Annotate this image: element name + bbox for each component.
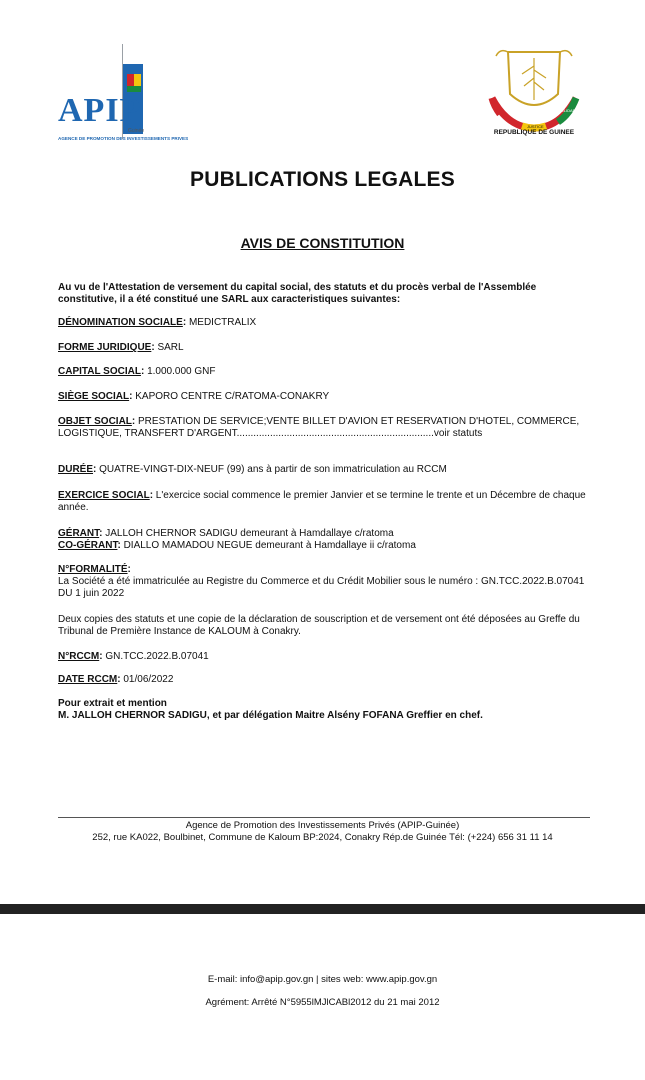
field-label: GÉRANT bbox=[58, 528, 100, 539]
footer-divider bbox=[58, 817, 590, 818]
field-capital: CAPITAL SOCIAL: 1.000.000 GNF bbox=[58, 366, 216, 377]
apip-logo bbox=[56, 44, 189, 144]
field-exercice: EXERCICE SOCIAL: L'exercice social commence le premier Janvier et se termine le trente et un Décembre de chaque année. bbox=[58, 490, 586, 513]
field-value: SARL bbox=[157, 342, 184, 353]
field-value: QUATRE-VINGT-DIX-NEUF (99) ans à partir de son immatriculation au RCCM bbox=[99, 464, 447, 475]
field-label: N°RCCM bbox=[58, 651, 100, 662]
field-label: N°FORMALITÉ bbox=[58, 564, 128, 575]
field-forme: FORME JURIDIQUE: SARL bbox=[58, 342, 184, 353]
field-label: OBJET SOCIAL bbox=[58, 416, 132, 427]
seal-motto-1: TRAVAIL bbox=[500, 102, 517, 107]
field-value: GN.TCC.2022.B.07041 bbox=[105, 651, 209, 662]
logo-red-square bbox=[127, 74, 134, 86]
field-label: EXERCICE SOCIAL bbox=[58, 490, 150, 501]
page-title: PUBLICATIONS LEGALES bbox=[190, 168, 455, 191]
field-value: KAPORO CENTRE C/RATOMA-CONAKRY bbox=[135, 391, 330, 402]
field-label: DATE RCCM bbox=[58, 674, 118, 685]
field-gerant: GÉRANT: JALLOH CHERNOR SADIGU demeurant à Hamdallaye c/ratoma bbox=[58, 528, 394, 539]
field-value: La Société a été immatriculée au Registre du Commerce et du Crédit Mobilier sous le numéro : GN.TCC.2022.B.07041 DU 1 juin 2022 bbox=[58, 576, 585, 599]
logo-tagline: AGENCE DE PROMOTION DES INVESTISSEMENTS PRIVES bbox=[58, 136, 189, 141]
footer-address: 252, rue KA022, Boulbinet, Commune de Kaloum BP:2024, Conakry Rép.de Guinée Tél: (+224) 656 31 11 14 bbox=[92, 832, 553, 843]
field-value: 1.000.000 GNF bbox=[147, 366, 216, 377]
seal-motto-2: JUSTICE bbox=[527, 124, 544, 129]
logo-yellow-square bbox=[134, 74, 141, 86]
field-duree: DURÉE: QUATRE-VINGT-DIX-NEUF (99) ans à partir de son immatriculation au RCCM bbox=[58, 464, 447, 475]
field-label: SIÈGE SOCIAL bbox=[58, 391, 130, 402]
logo-country: Guinée bbox=[128, 128, 145, 134]
closing-line-2: M. JALLOH CHERNOR SADIGU, et par délégation Maitre Alsény FOFANA Greffier en chef. bbox=[58, 710, 483, 721]
field-label: FORME JURIDIQUE bbox=[58, 342, 152, 353]
page-subtitle: AVIS DE CONSTITUTION bbox=[240, 235, 405, 251]
field-cogerant: CO-GÉRANT: DIALLO MAMADOU NEGUE demeurant à Hamdallaye ii c/ratoma bbox=[58, 540, 416, 551]
field-rccm: N°RCCM: GN.TCC.2022.B.07041 bbox=[58, 651, 209, 662]
field-value: 01/06/2022 bbox=[123, 674, 174, 685]
footer-contact: E-mail: info@apip.gov.gn | sites web: www.apip.gov.gn bbox=[207, 974, 438, 985]
seal-motto-3: SOLIDARITE bbox=[558, 108, 582, 113]
footer-agrement: Agrément: Arrêté N°5955lMJlCABl2012 du 21 mai 2012 bbox=[205, 997, 440, 1008]
coat-of-arms-icon bbox=[478, 44, 590, 140]
field-value: JALLOH CHERNOR SADIGU demeurant à Hamdallaye c/ratoma bbox=[105, 528, 394, 539]
field-label: CAPITAL SOCIAL bbox=[58, 366, 141, 377]
field-siege: SIÈGE SOCIAL: KAPORO CENTRE C/RATOMA-CONAKRY bbox=[58, 391, 330, 402]
intro-paragraph: Au vu de l'Attestation de versement du capital social, des statuts et du procès verbal de l'Assemblée constitutive, il a été constitué une SARL aux caracteristiques suivantes: bbox=[58, 282, 537, 305]
field-denomination: DÉNOMINATION SOCIALE: MEDICTRALIX bbox=[58, 317, 257, 328]
footer-agency: Agence de Promotion des Investissements Privés (APIP-Guinée) bbox=[185, 820, 460, 831]
closing-line-1: Pour extrait et mention bbox=[58, 698, 167, 709]
page-separator-band bbox=[0, 904, 645, 914]
field-label: DÉNOMINATION SOCIALE bbox=[58, 317, 183, 328]
field-formalite: N°FORMALITÉ: La Société a été immatriculée au Registre du Commerce et du Crédit Mobilier sous le numéro : GN.TCC.2022.B.07041 DU 1 juin 2022 bbox=[58, 564, 592, 600]
field-label: DURÉE bbox=[58, 464, 94, 475]
field-value: DIALLO MAMADOU NEGUE demeurant à Hamdallaye ii c/ratoma bbox=[123, 540, 416, 551]
seal-label: REPUBLIQUE DE GUINEE bbox=[493, 129, 575, 136]
field-label: CO-GÉRANT bbox=[58, 540, 118, 551]
field-value: PRESTATION DE SERVICE;VENTE BILLET D'AVION ET RESERVATION D'HOTEL, COMMERCE, LOGISTIQUE, TRANSFERT D'ARGENT.......................................................................voir statuts bbox=[58, 416, 580, 439]
field-value: L'exercice social commence le premier Janvier et se termine le trente et un Décembre de chaque année. bbox=[58, 490, 586, 513]
deposit-paragraph: Deux copies des statuts et une copie de la déclaration de souscription et de versement ont été déposées au Greffe du Tribunal de Première Instance de KALOUM à Conakry. bbox=[58, 614, 580, 637]
field-date-rccm: DATE RCCM: 01/06/2022 bbox=[58, 674, 174, 685]
field-objet: OBJET SOCIAL: PRESTATION DE SERVICE;VENTE BILLET D'AVION ET RESERVATION D'HOTEL, COMMERCE, LOGISTIQUE, TRANSFERT D'ARGENT.......................................................................voir statuts bbox=[58, 416, 580, 439]
field-value: MEDICTRALIX bbox=[188, 317, 257, 328]
logo-text: APIP bbox=[58, 92, 142, 129]
